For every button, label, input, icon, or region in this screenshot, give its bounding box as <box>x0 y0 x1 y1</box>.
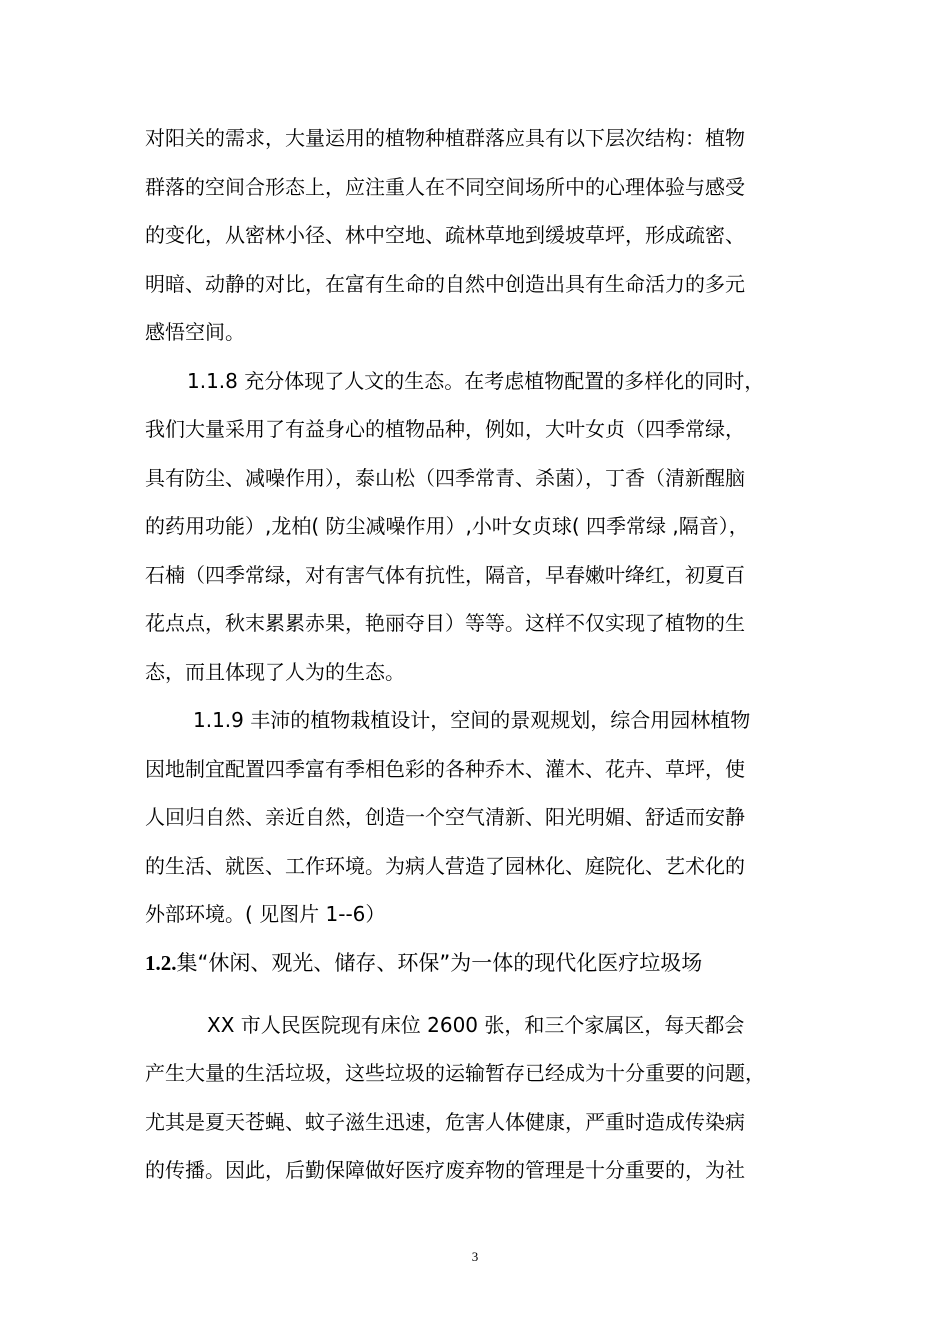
paragraph-line: 明暗、动静的对比，在富有生命的自然中创造出具有生命活力的多元 <box>145 271 745 296</box>
paragraph-3 <box>145 700 809 943</box>
paragraph-line: 因地制宜配置四季富有季相色彩的各种乔木、灌木、花卉、草坪，使 <box>145 756 745 781</box>
paragraph-line: 1.1.9 丰沛的植物栽植设计，空间的景观规划，综合用园林植物 <box>193 708 751 732</box>
section-number: 1.2. <box>145 950 177 975</box>
paragraph-line: 1.1.8 充分体现了人文的生态。在考虑植物配置的多样化的同时， <box>187 368 765 393</box>
paragraph-line: 对阳关的需求，大量运用的植物种植群落应具有以下层次结构：植物 <box>145 126 745 150</box>
paragraph-line: 人回归自然、亲近自然，创造一个空气清新、阳光明媚、舒适而安静 <box>145 805 745 829</box>
paragraph-line: 具有防尘、减噪作用），泰山松（四季常青、杀菌），丁香（清新醒脑 <box>145 465 745 490</box>
paragraph-line: 群落的空间合形态上，应注重人在不同空间场所中的心理体验与感受 <box>145 174 745 199</box>
paragraph-line: XX 市人民医院现有床位 2600 张，和三个家属区，每天都会 <box>207 1012 745 1037</box>
paragraph-4 <box>145 1005 809 1199</box>
paragraph-line: 外部环境。( 见图片 1--6） <box>145 902 386 926</box>
paragraph-line: 石楠（四季常绿，对有害气体有抗性，隔音，早春嫩叶绛红，初夏百 <box>145 562 745 587</box>
paragraph-1 <box>145 118 809 361</box>
page-number: 3 <box>471 1249 479 1264</box>
paragraph-line: 产生大量的生活垃圾，这些垃圾的运输暂存已经成为十分重要的问题， <box>145 1061 765 1085</box>
paragraph-line: 我们大量采用了有益身心的植物品种，例如，大叶女贞（四季常绿， <box>145 417 745 441</box>
paragraph-line: 的传播。因此，后勤保障做好医疗废弃物的管理是十分重要的，为社 <box>145 1158 745 1182</box>
paragraph-line: 的药用功能）,龙柏( 防尘减噪作用）,小叶女贞球( 四季常绿 ,隔音）， <box>145 514 749 538</box>
paragraph-line: 的变化，从密林小径、林中空地、疏林草地到缓坡草坪，形成疏密、 <box>145 223 745 247</box>
paragraph-line: 尤其是夏天苍蝇、蚊子滋生迅速，危害人体健康，严重时造成传染病 <box>145 1109 745 1134</box>
paragraph-line: 感悟空间。 <box>145 320 245 344</box>
paragraph-line: 态，而且体现了人为的生态。 <box>145 659 405 684</box>
section-heading <box>145 943 809 999</box>
section-title: 集“休闲、观光、储存、环保”为一体的现代化医疗垃圾场 <box>176 950 703 975</box>
page-content <box>145 118 809 1199</box>
paragraph-line: 花点点，秋末累累赤果，艳丽夺目）等等。这样不仅实现了植物的生 <box>145 611 745 635</box>
paragraph-line: 的生活、就医、工作环境。为病人营造了园林化、庭院化、艺术化的 <box>145 853 745 878</box>
paragraph-2 <box>145 361 809 701</box>
